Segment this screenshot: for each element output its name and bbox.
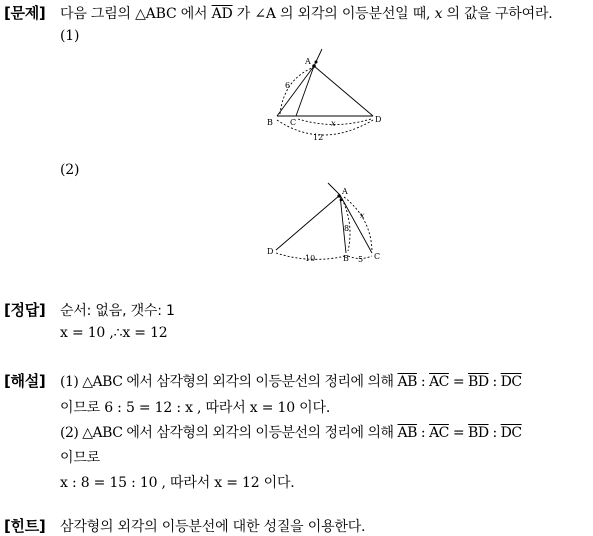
fig2-label-ab: 8 bbox=[344, 224, 350, 233]
part1-label: (1) bbox=[60, 28, 80, 44]
answer-tag: [정답] bbox=[4, 301, 46, 319]
solution-part2-line1: (2) △ABC 에서 삼각형의 외각의 이등분선의 정리에 의해 $\overline{AB}$ : $\overline{AC} = \overline{BD}$ : $\overline{DC}$ bbox=[60, 425, 522, 441]
fig1-vertex-c: C bbox=[290, 118, 297, 127]
solution-tag: [해설] bbox=[4, 372, 46, 390]
problem-tag: [문제] bbox=[4, 4, 46, 22]
fig2-label-db: 10 bbox=[305, 254, 316, 263]
fig1-label-bd: 12 bbox=[313, 133, 324, 142]
problem-statement: 다음 그림의 △ABC 에서 $\overline{AD}$ 가 ∠A 의 외각의 이등분선일 때, x 의 값을 구하여라. bbox=[60, 6, 553, 22]
fig1-label-cd: x bbox=[331, 119, 336, 128]
hint-tag: [힌트] bbox=[4, 517, 46, 535]
hint-text: 삼각형의 외각의 이등분선에 대한 성질을 이용한다. bbox=[60, 519, 366, 535]
fig1-vertex-b: B bbox=[267, 118, 273, 127]
solution-part2-line2: 이므로 bbox=[60, 450, 100, 466]
fig2-label-ac: x bbox=[360, 211, 365, 220]
answer-line-1: 순서: 없음, 갯수: 1 bbox=[60, 303, 175, 319]
fig2-vertex-b: B bbox=[343, 254, 349, 263]
figure-2 bbox=[262, 180, 392, 266]
fig1-label-ab: 6 bbox=[285, 81, 291, 90]
fig1-vertex-a: A bbox=[305, 57, 311, 66]
solution-part1-line1: (1) △ABC 에서 삼각형의 외각의 이등분선의 정리에 의해 $\overline{AB}$ : $\overline{AC} = \overline{BD}$ : $\overline{DC}$ bbox=[60, 374, 522, 390]
solution-part1-line2: 이므로 6 : 5 = 12 : x , 따라서 x = 10 이다. bbox=[60, 400, 331, 416]
fig1-vertex-d: D bbox=[375, 115, 382, 124]
fig2-vertex-d: D bbox=[267, 247, 274, 256]
fig2-vertex-c: C bbox=[374, 252, 381, 261]
figure-1 bbox=[258, 46, 388, 148]
fig2-vertex-a: A bbox=[342, 187, 348, 196]
answer-line-2: x = 10 ,∴x = 12 bbox=[60, 325, 168, 341]
fig2-label-bc: 5 bbox=[358, 255, 364, 264]
part2-label: (2) bbox=[60, 162, 80, 178]
solution-part2-line3: x : 8 = 15 : 10 , 따라서 x = 12 이다. bbox=[60, 475, 295, 491]
